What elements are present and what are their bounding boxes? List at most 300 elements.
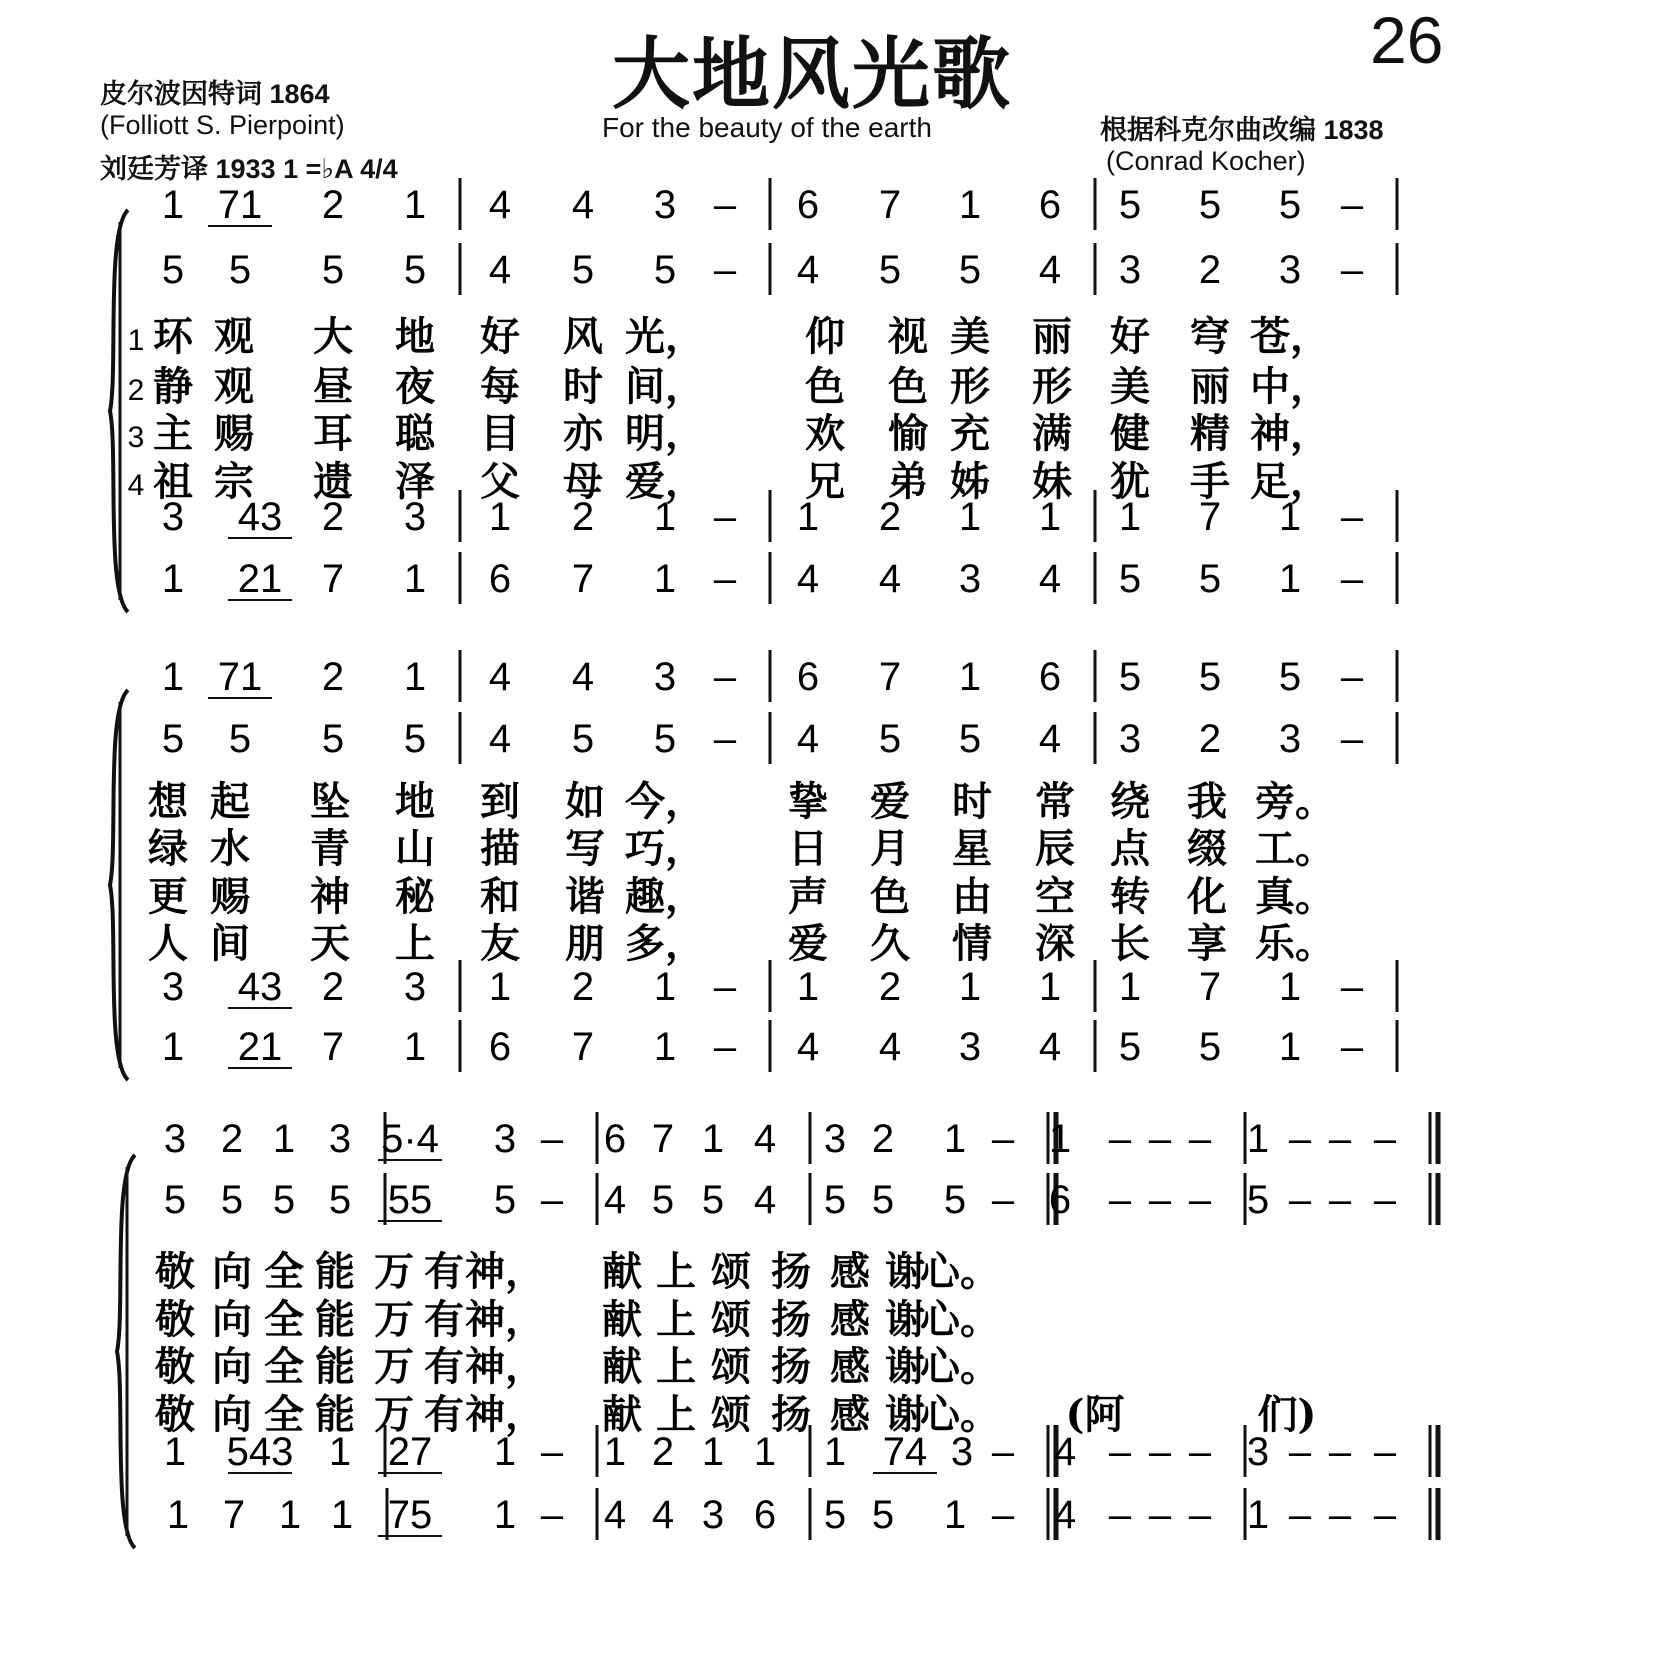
dash-note: –: [1328, 1178, 1352, 1222]
lyric-character: 久: [870, 920, 910, 967]
jianpu-note: 2: [321, 655, 345, 699]
jianpu-note: 1: [161, 183, 185, 227]
lyric-character: 丽: [1032, 313, 1072, 360]
lyric-character: 父: [480, 458, 520, 505]
lyric-character: 敬: [155, 1391, 195, 1438]
lyric-character: 神，: [1250, 410, 1330, 457]
lyric-character: 谢: [885, 1296, 925, 1343]
jianpu-note: 4: [796, 1025, 820, 1069]
dash-note: –: [991, 1430, 1015, 1474]
jianpu-note: 5: [701, 1178, 725, 1222]
lyric-character: 满: [1032, 410, 1072, 457]
jianpu-note: 5: [958, 717, 982, 761]
lyric-character: 充: [950, 410, 990, 457]
english-subtitle: For the beauty of the earth: [602, 112, 932, 143]
lyric-character: 心。: [920, 1343, 1000, 1390]
lyric-character: 上: [656, 1391, 696, 1438]
lyric-character: 神，: [465, 1296, 545, 1343]
verse-number: 1: [127, 324, 145, 357]
jianpu-note: 3: [653, 655, 677, 699]
lyric-character: 敬: [155, 1343, 195, 1390]
lyric-character: 健: [1110, 410, 1150, 457]
lyric-character: 神，: [465, 1391, 545, 1438]
lyric-character: 写: [565, 825, 605, 872]
jianpu-note: 74: [882, 1430, 928, 1474]
lyric-character: 山: [395, 825, 435, 872]
lyric-character: 能: [315, 1391, 355, 1438]
jianpu-note: 1: [943, 1493, 967, 1537]
verse-number: 4: [127, 469, 145, 502]
lyric-character: 有: [424, 1296, 464, 1343]
jianpu-note: 1: [701, 1430, 725, 1474]
lyric-character: 颂: [711, 1296, 751, 1343]
lyric-character: 乐。: [1255, 920, 1335, 967]
lyric-character: 风: [563, 313, 603, 360]
verse-number: 3: [127, 421, 145, 454]
lyric-character: 全: [264, 1391, 304, 1438]
lyric-character: 坠: [310, 778, 350, 825]
jianpu-note: 4: [1038, 717, 1062, 761]
lyric-character: 好: [1110, 313, 1150, 360]
jianpu-note: 1: [958, 965, 982, 1009]
lyric-character: 万: [374, 1391, 414, 1438]
jianpu-note: 5: [328, 1178, 352, 1222]
jianpu-note: 3: [163, 1117, 187, 1161]
jianpu-note: 3: [1246, 1430, 1270, 1474]
jianpu-note: 3: [1118, 717, 1142, 761]
jianpu-note: 6: [603, 1117, 627, 1161]
jianpu-note: 5: [163, 1178, 187, 1222]
dash-note: –: [1148, 1493, 1172, 1537]
lyric-character: 精: [1190, 410, 1230, 457]
lyric-character: 更: [148, 873, 188, 920]
lyric-character: 色: [805, 363, 845, 410]
lyric-character: 妹: [1032, 458, 1072, 505]
lyric-character: 间，: [625, 363, 705, 410]
lyric-character: 丽: [1190, 363, 1230, 410]
lyric-character: 绕: [1110, 778, 1150, 825]
jianpu-note: 4: [1053, 1493, 1077, 1537]
lyric-character: 旁。: [1255, 778, 1335, 825]
jianpu-note: 5: [1198, 655, 1222, 699]
jianpu-note: 1: [161, 557, 185, 601]
dash-note: –: [540, 1430, 564, 1474]
lyric-character: 谢: [885, 1343, 925, 1390]
jianpu-note: 3: [328, 1117, 352, 1161]
jianpu-note: 2: [571, 495, 595, 539]
jianpu-note: 2: [321, 495, 345, 539]
jianpu-note: 4: [488, 655, 512, 699]
jianpu-note: 55: [387, 1178, 433, 1222]
dash-note: –: [1328, 1117, 1352, 1161]
lyric-character: 趣，: [625, 873, 705, 920]
jianpu-note: 4: [603, 1178, 627, 1222]
dash-note: –: [1148, 1430, 1172, 1474]
jianpu-note: 5: [571, 248, 595, 292]
lyric-character: 全: [264, 1343, 304, 1390]
dash-note: –: [1340, 557, 1364, 601]
lyric-character: 环: [153, 313, 193, 360]
translator-key-signature: 刘廷芳译 1933 1 =♭A 4/4: [100, 154, 398, 184]
dash-note: –: [713, 965, 737, 1009]
jianpu-note: 1: [753, 1430, 777, 1474]
jianpu-note: 4: [488, 717, 512, 761]
jianpu-note: 71: [217, 655, 263, 699]
jianpu-note: 1: [958, 183, 982, 227]
jianpu-note: 1: [701, 1117, 725, 1161]
jianpu-note: 6: [488, 557, 512, 601]
dash-note: –: [1188, 1117, 1212, 1161]
lyric-character: 献: [602, 1343, 642, 1390]
lyric-character: 感: [830, 1296, 870, 1343]
lyric-character: 人: [148, 920, 188, 967]
jianpu-note: 7: [1198, 495, 1222, 539]
jianpu-note: 43: [237, 965, 283, 1009]
dash-note: –: [991, 1117, 1015, 1161]
dash-note: –: [713, 717, 737, 761]
lyric-character: 每: [480, 363, 520, 410]
jianpu-note: 7: [571, 557, 595, 601]
lyric-character: 深: [1035, 920, 1075, 967]
lyric-character: 感: [830, 1391, 870, 1438]
lyric-character: 如: [565, 778, 605, 825]
jianpu-note: 1: [653, 495, 677, 539]
lyric-character: 扬: [771, 1391, 811, 1438]
lyric-character: 观: [214, 363, 254, 410]
lyric-character: 万: [374, 1343, 414, 1390]
jianpu-note: 1: [943, 1117, 967, 1161]
jianpu-note: 1: [161, 655, 185, 699]
lyric-character: 上: [656, 1343, 696, 1390]
dash-note: –: [713, 495, 737, 539]
dash-note: –: [1188, 1178, 1212, 1222]
jianpu-note: 7: [222, 1493, 246, 1537]
lyric-character: 犹: [1110, 458, 1150, 505]
jianpu-note: 1: [958, 655, 982, 699]
jianpu-note: 6: [796, 655, 820, 699]
lyric-character: 有: [424, 1343, 464, 1390]
dash-note: –: [1108, 1117, 1132, 1161]
jianpu-note: 1: [493, 1493, 517, 1537]
dash-note: –: [1340, 1025, 1364, 1069]
lyric-character: 兄: [805, 458, 845, 505]
jianpu-note: 1: [330, 1493, 354, 1537]
lyric-character: 观: [214, 313, 254, 360]
jianpu-note: 5: [321, 248, 345, 292]
dash-note: –: [713, 1025, 737, 1069]
jianpu-note: 3: [958, 557, 982, 601]
lyric-character: 万: [374, 1296, 414, 1343]
lyric-character: 明，: [625, 410, 705, 457]
lyricist-en: (Folliott S. Pierpoint): [100, 110, 345, 140]
lyric-character: 水: [210, 825, 250, 872]
jianpu-note: 5·4: [381, 1117, 439, 1161]
jianpu-note: 75: [387, 1493, 433, 1537]
lyric-character: 亦: [563, 410, 603, 457]
jianpu-note: 5: [653, 248, 677, 292]
lyric-character: 上: [395, 920, 435, 967]
dash-note: –: [1373, 1493, 1397, 1537]
verse-number: 2: [127, 374, 145, 407]
dash-note: –: [1188, 1430, 1212, 1474]
lyric-character: 我: [1187, 778, 1227, 825]
lyric-character: 天: [310, 920, 350, 967]
jianpu-note: 5: [1246, 1178, 1270, 1222]
lyric-character: 颂: [711, 1391, 751, 1438]
jianpu-note: 6: [1038, 655, 1062, 699]
lyric-character: 神: [310, 873, 350, 920]
jianpu-note: 3: [653, 183, 677, 227]
jianpu-note: 5: [220, 1178, 244, 1222]
lyric-character: 友: [480, 920, 520, 967]
jianpu-note: 3: [403, 495, 427, 539]
jianpu-note: 6: [1038, 183, 1062, 227]
lyric-character: 美: [1110, 363, 1150, 410]
jianpu-note: 6: [1048, 1178, 1072, 1222]
lyric-character: 美: [950, 313, 990, 360]
lyric-character: 长: [1110, 920, 1150, 967]
jianpu-note: 5: [1198, 1025, 1222, 1069]
jianpu-note: 3: [823, 1117, 847, 1161]
jianpu-note: 5: [1118, 557, 1142, 601]
jianpu-note: 7: [651, 1117, 675, 1161]
jianpu-note: 1: [488, 965, 512, 1009]
lyric-character: 爱: [788, 920, 828, 967]
jianpu-note: 1: [958, 495, 982, 539]
jianpu-note: 5: [1198, 183, 1222, 227]
jianpu-note: 1: [272, 1117, 296, 1161]
lyric-character: 形: [950, 363, 990, 410]
dash-note: –: [713, 557, 737, 601]
dash-note: –: [991, 1178, 1015, 1222]
dash-note: –: [713, 248, 737, 292]
lyric-character: 起: [210, 778, 250, 825]
lyric-character: 泽: [395, 458, 435, 505]
lyric-character: 辰: [1035, 825, 1075, 872]
dash-note: –: [1340, 655, 1364, 699]
lyric-character: 全: [264, 1248, 304, 1295]
lyric-character: 遗: [313, 458, 353, 505]
jianpu-note: 5: [823, 1178, 847, 1222]
lyric-character: 秘: [395, 873, 435, 920]
jianpu-note: 4: [571, 655, 595, 699]
lyric-character: 谢: [885, 1248, 925, 1295]
jianpu-note: 5: [958, 248, 982, 292]
lyric-character: 有: [424, 1391, 464, 1438]
jianpu-note: 7: [571, 1025, 595, 1069]
jianpu-note: 1: [493, 1430, 517, 1474]
jianpu-note: 3: [161, 495, 185, 539]
lyric-character: 颂: [711, 1248, 751, 1295]
jianpu-note: 5: [943, 1178, 967, 1222]
jianpu-note: 5: [1278, 655, 1302, 699]
jianpu-note: 7: [321, 1025, 345, 1069]
lyric-character: 爱: [870, 778, 910, 825]
lyric-character: 献: [602, 1248, 642, 1295]
jianpu-note: 4: [488, 248, 512, 292]
jianpu-note: 2: [220, 1117, 244, 1161]
dash-note: –: [540, 1493, 564, 1537]
jianpu-note: 4: [1038, 557, 1062, 601]
jianpu-note: 5: [493, 1178, 517, 1222]
jianpu-note: 1: [653, 1025, 677, 1069]
dash-note: –: [1108, 1430, 1132, 1474]
lyric-character: 时: [563, 363, 603, 410]
jianpu-note: 2: [1198, 717, 1222, 761]
dash-note: –: [713, 655, 737, 699]
jianpu-note: 5: [1198, 557, 1222, 601]
jianpu-note: 1: [1038, 495, 1062, 539]
jianpu-note: 1: [488, 495, 512, 539]
jianpu-note: 7: [878, 183, 902, 227]
lyric-character: 献: [602, 1296, 642, 1343]
jianpu-note: 1: [1278, 495, 1302, 539]
lyric-character: 描: [480, 825, 520, 872]
jianpu-note: 1: [1278, 557, 1302, 601]
lyric-character: 形: [1032, 363, 1072, 410]
lyric-character: 常: [1035, 778, 1075, 825]
jianpu-note: 1: [603, 1430, 627, 1474]
lyric-character: 足，: [1250, 458, 1330, 505]
jianpu-note: 6: [753, 1493, 777, 1537]
lyric-character: 地: [395, 778, 435, 825]
lyric-character: 朋: [565, 920, 605, 967]
lyric-character: 色: [888, 363, 928, 410]
lyric-character: 地: [395, 313, 435, 360]
lyric-character: 弟: [888, 458, 928, 505]
lyric-character: 由: [952, 873, 992, 920]
lyric-character: 今，: [625, 778, 705, 825]
jianpu-note: 71: [217, 183, 263, 227]
jianpu-note: 1: [403, 557, 427, 601]
lyric-character: 夜: [395, 363, 435, 410]
lyric-character: 手: [1190, 458, 1230, 505]
jianpu-note: 1: [403, 655, 427, 699]
lyric-character: 和: [480, 873, 520, 920]
lyric-character: 昼: [313, 363, 353, 410]
jianpu-note: 1: [161, 1025, 185, 1069]
jianpu-note: 4: [1053, 1430, 1077, 1474]
jianpu-note: 21: [237, 557, 283, 601]
jianpu-note: 5: [571, 717, 595, 761]
lyric-character: 想: [148, 778, 188, 825]
dash-note: –: [1373, 1178, 1397, 1222]
jianpu-note: 1: [1038, 965, 1062, 1009]
jianpu-note: 1: [1278, 1025, 1302, 1069]
lyric-character: 到: [480, 778, 520, 825]
lyric-character: 中，: [1250, 363, 1330, 410]
jianpu-note: 4: [651, 1493, 675, 1537]
dash-note: –: [1148, 1117, 1172, 1161]
lyric-character: 向: [212, 1296, 252, 1343]
jianpu-note: 1: [1048, 1117, 1072, 1161]
jianpu-note: 2: [878, 495, 902, 539]
jianpu-note: 5: [403, 248, 427, 292]
dash-note: –: [1188, 1493, 1212, 1537]
lyric-character: 爱，: [625, 458, 705, 505]
hymn-title: 大地风光歌: [612, 29, 1013, 120]
jianpu-note: 5: [871, 1493, 895, 1537]
lyric-character: 向: [212, 1391, 252, 1438]
jianpu-note: 3: [1278, 248, 1302, 292]
lyric-character: 穹: [1190, 313, 1230, 360]
jianpu-note: 3: [701, 1493, 725, 1537]
lyric-character: 神，: [465, 1248, 545, 1295]
lyric-character: 谢: [885, 1391, 925, 1438]
dash-note: –: [1340, 717, 1364, 761]
jianpu-note: 4: [878, 1025, 902, 1069]
jianpu-note: 3: [1278, 717, 1302, 761]
jianpu-note: 1: [403, 183, 427, 227]
jianpu-note: 4: [488, 183, 512, 227]
jianpu-note: 4: [878, 557, 902, 601]
jianpu-note: 2: [878, 965, 902, 1009]
lyric-character: 敬: [155, 1296, 195, 1343]
amen-lyric: (阿: [1065, 1391, 1125, 1438]
dash-note: –: [1288, 1117, 1312, 1161]
jianpu-note: 4: [1038, 1025, 1062, 1069]
lyric-character: 全: [264, 1296, 304, 1343]
jianpu-note: 7: [1198, 965, 1222, 1009]
dash-note: –: [713, 183, 737, 227]
lyric-character: 聪: [395, 410, 435, 457]
lyric-character: 赐: [210, 873, 250, 920]
jianpu-note: 5: [272, 1178, 296, 1222]
jianpu-note: 21: [237, 1025, 283, 1069]
jianpu-note: 3: [950, 1430, 974, 1474]
jianpu-note: 1: [163, 1430, 187, 1474]
lyric-character: 工。: [1255, 825, 1335, 872]
jianpu-note: 5: [651, 1178, 675, 1222]
lyric-character: 时: [952, 778, 992, 825]
dash-note: –: [1108, 1178, 1132, 1222]
jianpu-note: 4: [571, 183, 595, 227]
lyric-character: 心。: [920, 1391, 1000, 1438]
lyric-character: 情: [952, 920, 992, 967]
lyric-character: 绿: [148, 825, 188, 872]
lyric-character: 颂: [711, 1343, 751, 1390]
composer-en: (Conrad Kocher): [1106, 146, 1306, 176]
lyric-character: 真。: [1255, 873, 1335, 920]
jianpu-note: 1: [1118, 965, 1142, 1009]
jianpu-note: 7: [321, 557, 345, 601]
dash-note: –: [540, 1117, 564, 1161]
lyric-character: 万: [374, 1248, 414, 1295]
lyric-character: 视: [888, 313, 928, 360]
jianpu-note: 1: [653, 557, 677, 601]
jianpu-note: 5: [403, 717, 427, 761]
jianpu-note: 1: [1278, 965, 1302, 1009]
jianpu-note: 27: [387, 1430, 433, 1474]
lyric-character: 上: [656, 1248, 696, 1295]
composer-cn: 根据科克尔曲改编 1838: [1100, 115, 1384, 145]
hymn-number: 26: [1370, 3, 1444, 77]
jianpu-note: 4: [796, 248, 820, 292]
lyric-character: 星: [952, 825, 992, 872]
lyric-character: 挚: [788, 778, 828, 825]
dash-note: –: [1328, 1430, 1352, 1474]
lyric-character: 能: [315, 1343, 355, 1390]
lyric-character: 耳: [313, 410, 353, 457]
jianpu-note: 1: [166, 1493, 190, 1537]
jianpu-note: 543: [226, 1430, 294, 1474]
lyric-character: 扬: [771, 1248, 811, 1295]
lyric-character: 心。: [920, 1296, 1000, 1343]
jianpu-note: 5: [823, 1493, 847, 1537]
lyric-character: 扬: [771, 1296, 811, 1343]
lyric-character: 享: [1187, 920, 1227, 967]
jianpu-note: 1: [796, 965, 820, 1009]
